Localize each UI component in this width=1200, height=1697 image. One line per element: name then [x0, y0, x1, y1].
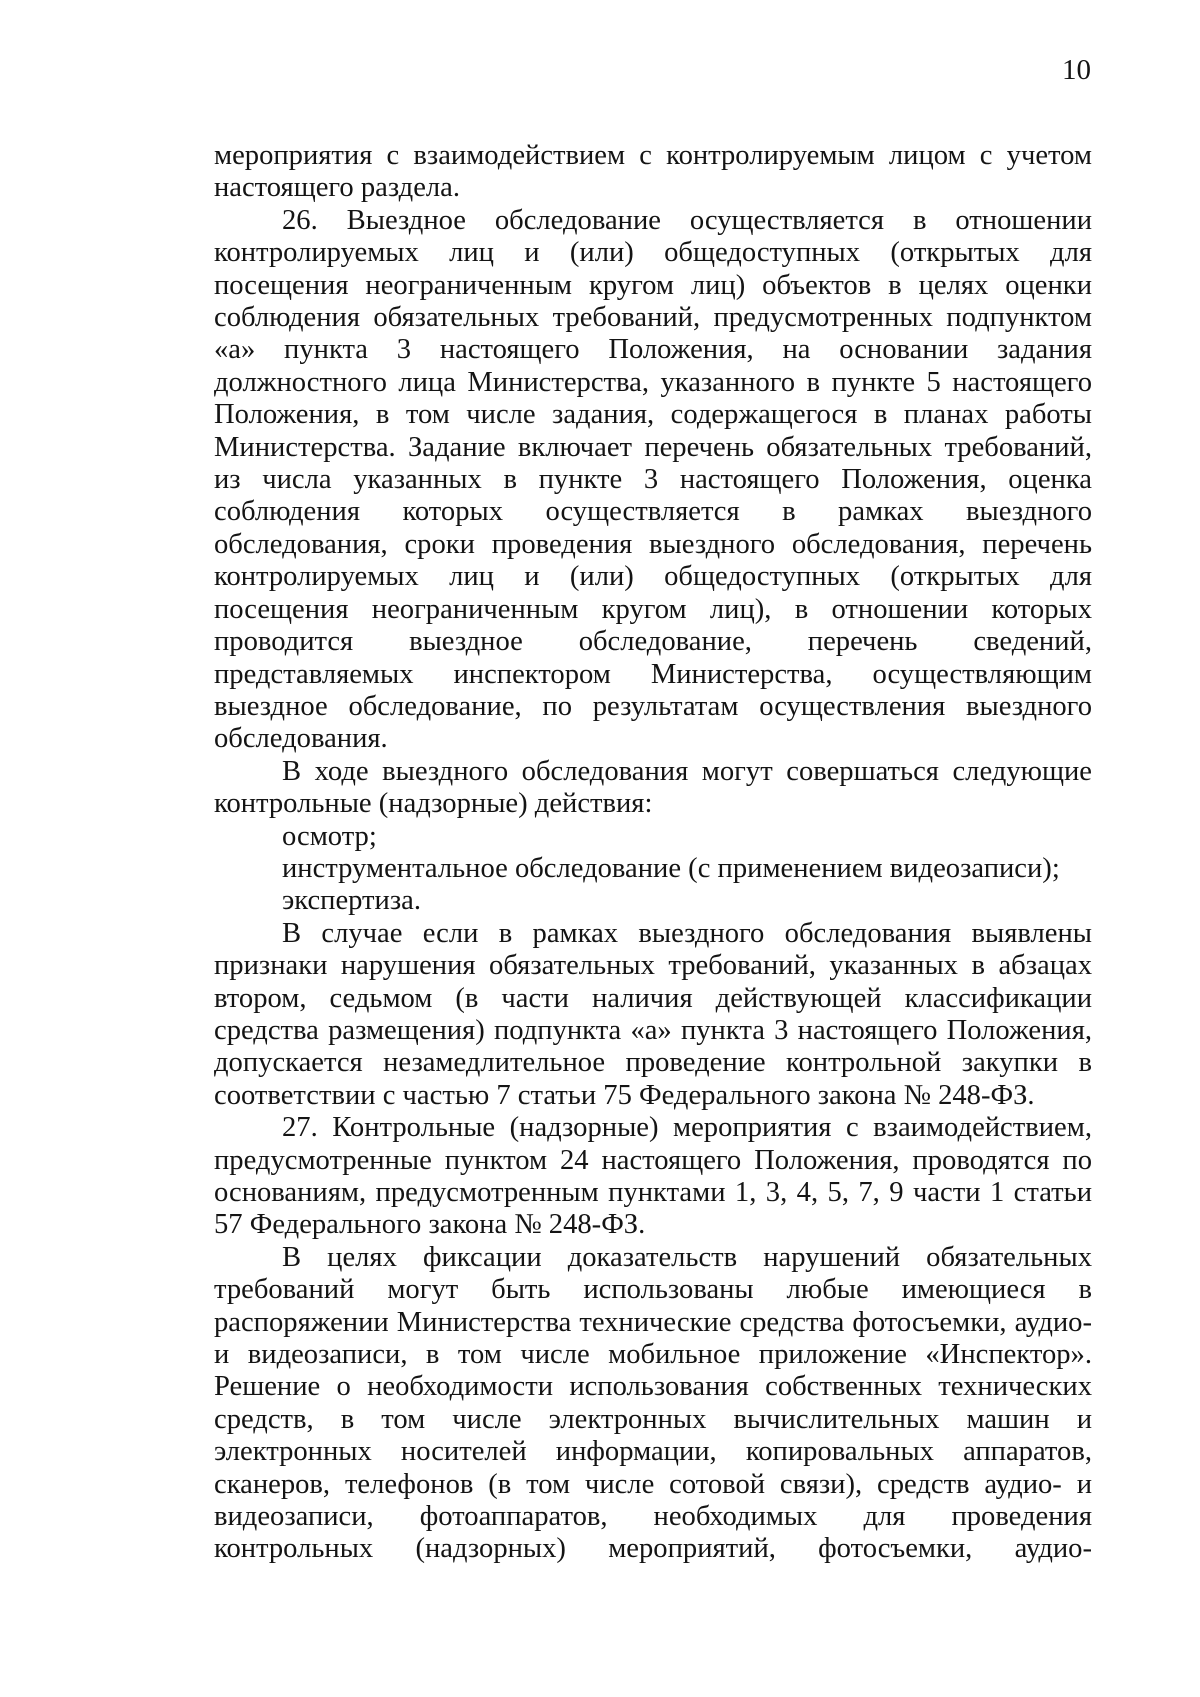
paragraph-item-26: 26. Выездное обследование осуществляется в отношении контролируемых лиц и (или) общедоступных (открытых для посещения неограниченным кругом лиц) объектов в целях оценки соблюдения обязательных требований, предусмотренных подпунктом «а» пункта 3 настоящего Положения, на основании задания должностного лица Министерства, указанного в пункте 5 настоящего Положения, в том числе задания, содержащегося в планах работы Министерства. Задание включает перечень обязательных требований, из числа указанных в пункте 3 настоящего Положения, оценка соблюдения которых осуществляется в рамках выездного обследования, сроки проведения выездного обследования, перечень контролируемых лиц и (или) общедоступных (открытых для посещения неограниченным кругом лиц), в отношении которых проводится выездное обследование, перечень сведений, представляемых инспектором Министерства, осуществляющим выездное обследование, по результатам осуществления выездного обследования.	[214, 204, 1092, 755]
list-item-expertise: экспертиза.	[282, 885, 421, 917]
paragraph-evidence-recording: В целях фиксации доказательств нарушений обязательных требований могут быть использованы любые имеющиеся в распоряжении Министерства технические средства фотосъемки, аудио- и видеозаписи, в том числе мобильное приложение «Инспектор». Решение о необходимости использования собственных технических средств, в том числе электронных вычислительных машин и электронных носителей информации, копировальных аппаратов, сканеров, телефонов (в том числе сотовой связи), средств аудио- и видеозаписи, фотоаппаратов, необходимых для проведения контрольных (надзорных) мероприятий, фотосъемки, аудио-	[214, 1241, 1092, 1565]
page-number: 10	[1062, 54, 1091, 86]
paragraph-control-purchase: В случае если в рамках выездного обследования выявлены признаки нарушения обязательных требований, указанных в абзацах втором, седьмом (в части наличия действующей классификации средства размещения) подпункта «а» пункта 3 настоящего Положения, допускается незамедлительное проведение контрольной закупки в соответствии с частью 7 статьи 75 Федерального закона № 248-ФЗ.	[214, 917, 1092, 1111]
list-item-inspection: осмотр;	[282, 820, 377, 852]
document-body	[214, 140, 1092, 1566]
paragraph-item-27: 27. Контрольные (надзорные) мероприятия с взаимодействием, предусмотренные пунктом 24 настоящего Положения, проводятся по основаниям, предусмотренным пунктами 1, 3, 4, 5, 7, 9 части 1 статьи 57 Федерального закона № 248-ФЗ.	[214, 1112, 1092, 1241]
list-item-instrumental-inspection: инструментальное обследование (с применением видеозаписи);	[282, 852, 1060, 884]
paragraph-continuation: мероприятия с взаимодействием с контролируемым лицом с учетом настоящего раздела.	[214, 140, 1092, 204]
paragraph-field-inspection-actions: В ходе выездного обследования могут совершаться следующие контрольные (надзорные) действия:	[214, 755, 1092, 820]
